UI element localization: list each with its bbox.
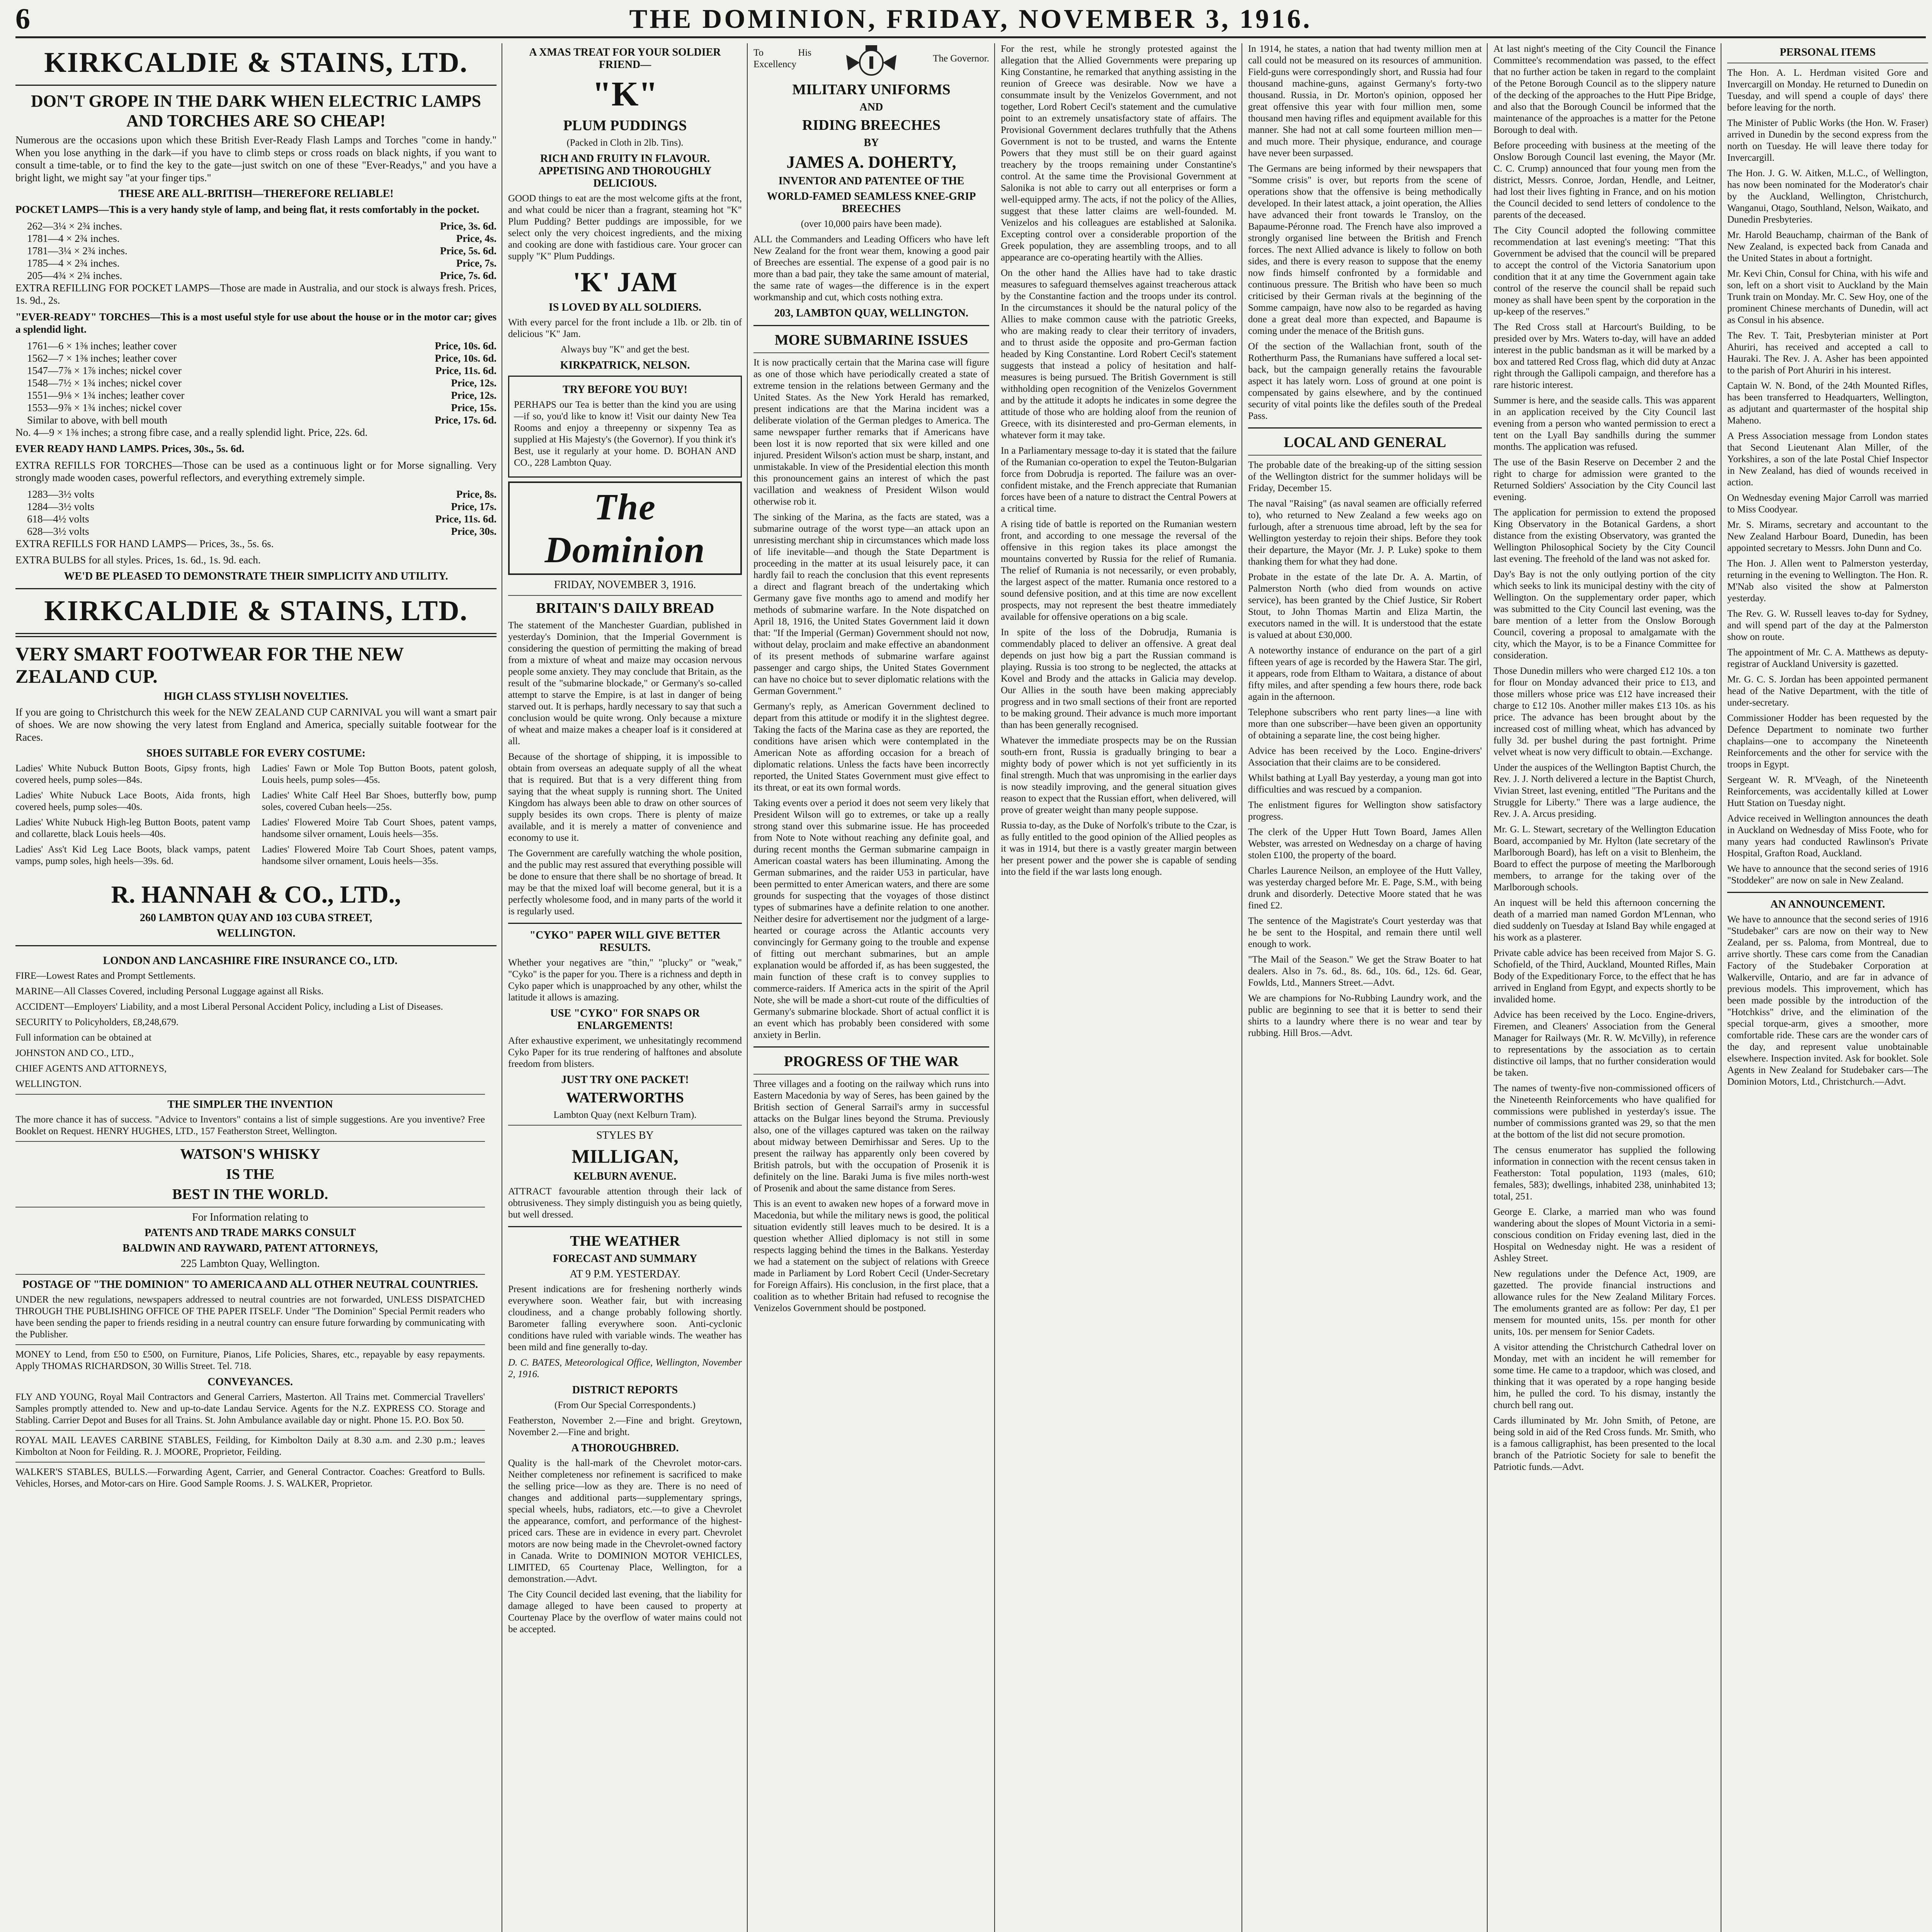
personal-item: Mr. Harold Beauchamp, chairman of the Bank of New Zealand, is expected back from Canada and the United States in about a fortnight. xyxy=(1727,230,1928,264)
local-general-article xyxy=(1248,459,1482,1039)
extra-bulbs: EXTRA BULBS for all styles. Prices, 1s. 6d., 1s. 9d. each. xyxy=(15,554,261,566)
personal-item: On Wednesday evening Major Carroll was married to Miss Coodyear. xyxy=(1727,493,1928,515)
news-paragraph: The enlistment figures for Wellington show satisfactory progress. xyxy=(1248,800,1482,822)
article-paragraph: Because of the shortage of shipping, it is impossible to obtain from overseas an adequate supply of all the wheat that is required. But that is a very different thing from saying that the wheat supply is running short. The United Kingdom has always been able to draw on other sources of supply besides its own crops. There is plenty of maize available, and it is merely a matter of convenience and economy to use it. xyxy=(508,752,742,843)
article-paragraph: Of the section of the Wallachian front, south of the Rotherthurm Pass, the Rumanians have suffered a local set-back, but the campaign generally retains the favourable aspect it has lately worn. Loss of ground at one point is compensated by gains elsewhere, and by the continued security of vital points like the defiles south of the Predeal Pass. xyxy=(1248,341,1482,421)
announcement-text: We have to announce that the second series of 1916 "Studebaker" cars are now on their way to New Zealand, per ss. Paloma, from Montreal, due to arrive shortly. These cars come from the Canadian Factory of the Studebaker Corporation at Walkerville, Ontario, and are far in advance of previous models. This improvement, which has been made possible by the introduction of the "Hotchkiss" drive, and the elimination of the special torque-arm, gives a smoother, more comfortable ride. These cars are the wonder cars of the day, and represent value unobtainable elsewhere. Inspection invited. Ask for booklet. Sole Agents in New Zealand for Studebaker cars—The Dominion Motors, Ltd., Christchurch.—Advt. xyxy=(1727,914,1928,1087)
torch-item-label: 1547—7⅞ × 1⅞ inches; nickel cover xyxy=(27,364,182,376)
seamless-breeches: WORLD-FAMED SEAMLESS KNEE-GRIP BREECHES xyxy=(767,190,976,215)
pocket-lamp-item-price: Price, 5s. 6d. xyxy=(440,245,497,257)
personal-item: Mr. Kevi Chin, Consul for China, with his wife and son, left on a short visit to Auckland by the Main Trunk train on Monday. Mr. C. Sew Hoy, one of the prominent Chinese merchants of Dunedin, will act as Consul in his absence. xyxy=(1727,269,1928,325)
dominion-flag: The Dominion xyxy=(508,481,742,575)
issue-date: FRIDAY, NOVEMBER 3, 1916. xyxy=(554,579,696,591)
pocket-lamps-heading: POCKET LAMPS—This is a very handy style of lamp, and being flat, it rests comfortably in the pocket. xyxy=(15,204,480,215)
submarine-title: MORE SUBMARINE ISSUES xyxy=(774,332,968,348)
news-paragraph: Advice has been received by the Loco. Engine-drivers' Association that their claims are to be considered. xyxy=(1248,746,1482,768)
news-paragraph: The naval "Raising" (as naval seamen are officially referred to), who returned to New Zealand a few weeks ago on furlough, after a strenuous time abroad, left by the sea for Wellington yesterday to rejoin their ships. Before they took their departure, the Mayor (Mr. J. P. Luke) spoke to them thanking them for what they had done. xyxy=(1248,498,1482,567)
refill-item xyxy=(15,525,497,537)
insurance-line: CHIEF AGENTS AND ATTORNEYS, xyxy=(15,1063,167,1074)
article-paragraph: In 1914, he states, a nation that had twenty million men at call could not be measured on its resources of ammunition. Field-guns were correspondingly short, and Russia had four thousand machine-guns, against Germany's forty-two thousand. Russia, in Dr. Morton's opinion, opposed her great offensive this year with four million men, some thousand men having rifles and equipment available for this manner. She had not at call some fourteen million men—and much more. Their physique, endurance, and courage have never been surpassed. xyxy=(1248,44,1482,158)
torch-item xyxy=(15,352,497,364)
news-paragraph: Those Dunedin millers who were charged £12 10s. a ton for flour on Monday advanced their price to £13, and those millers whose price was £12 have increased their charge to £12 10s. Another miller makes £13 10s. as his price. The advance has been brought about by the increased cost of milling wheat, which has advanced by fully 3d. per bushel during the past fortnight. Prime velvet wheat is now very difficult to obtain.—Exchange. xyxy=(1493,666,1716,757)
col1-lower-left xyxy=(15,952,485,1493)
news-paragraph: New regulations under the Defence Act, 1909, are gazetted. The provide financial instructions and allowance rules for the New Zealand Military Forces. The emoluments granted are as follow: Per day, £1 per mensem for mounted units, 15s. per month for other units, 10s. per mensem for Senior Cadets. xyxy=(1493,1269,1716,1337)
personal-item: The Rev. G. W. Russell leaves to-day for Sydney, and will spend part of the day at the Palmerston show on route. xyxy=(1727,609,1928,642)
column-2 xyxy=(508,43,742,1932)
announcement-title: AN ANNOUNCEMENT. xyxy=(1770,898,1885,910)
refill-item-label: 628—3½ volts xyxy=(27,525,89,537)
bohan-title: TRY BEFORE YOU BUY! xyxy=(563,384,687,396)
torch-note: No. 4—9 × 1⅜ inches; a strong fibre case, and a really splendid light. Price, 22s. 6d. xyxy=(15,426,368,438)
hannah-address: 260 LAMBTON QUAY AND 103 CUBA STREET, xyxy=(139,912,372,924)
news-paragraph: Whilst bathing at Lyall Bay yesterday, a young man got into difficulties and was rescued by a companion. xyxy=(1248,773,1482,795)
article-paragraph: A rising tide of battle is reported on the Rumanian western front, and according to one message the reversal of the offensive in this region takes its place amongst the mountains converted by Russia for the relief of Rumania. The relief of Rumania is not necessarily, or even probably, the largest aspect of the matter. Rumania once restored to a sound defensive position, and at this time are now excellent prospects, may not represent the best theatre immediately available for offensive operations on a big scale. xyxy=(1001,519,1236,622)
insurance-line: FIRE—Lowest Rates and Prompt Settlements. xyxy=(15,971,196,981)
news-paragraph: At last night's meeting of the City Council the Finance Committee's recommendation was passed, to the effect that no further action be taken in regard to the complaint of the Petone Borough Council as to the slippery nature of the decking of the approaches to the Hutt Pipe Bridge, and also that the Borough Council be informed that the maintenance of the approaches is a matter for the Petone Borough to deal with. xyxy=(1493,44,1716,135)
plum-puddings: PLUM PUDDINGS xyxy=(563,117,687,134)
page-number: 6 xyxy=(15,3,30,35)
royal-crest-icon xyxy=(838,43,904,78)
refill-item-price: Price, 8s. xyxy=(456,488,497,500)
insurance-line: SECURITY to Policyholders, £8,248,679. xyxy=(15,1017,179,1027)
bread-article xyxy=(508,620,742,917)
column-rule xyxy=(1487,43,1488,1932)
torch-item xyxy=(15,364,497,377)
torches-heading: "EVER-READY" TORCHES—This is a most useful style for use about the house or in the motor car; gives a splendid light. xyxy=(15,311,497,335)
personal-item: Mr. S. Mirams, secretary and accountant to the New Zealand Harbour Board, Dunedin, has been appointed secretary to Messrs. John Dunn and Co. xyxy=(1727,520,1928,553)
insurance-title: LONDON AND LANCASHIRE FIRE INSURANCE CO., LTD. xyxy=(103,955,398,967)
torch-item-label: 1553—9⅞ × 1¾ inches; nickel cover xyxy=(27,401,182,413)
doherty-address: 203, LAMBTON QUAY, WELLINGTON. xyxy=(774,307,969,319)
news-paragraph: Private cable advice has been received from Major S. G. Schofield, of the Third, Auckland, Mounted Rifles, Main Body of the Expeditionary Force, to the effect that he has arrived in England from Egypt, and expects shortly to be invalided home. xyxy=(1493,948,1716,1005)
royal-warrant xyxy=(753,43,989,78)
news-paragraph: Before proceeding with business at the meeting of the Onslow Borough Council last evening, the Mayor (Mr. C. C. Crump) announced that four young men from the district, Messrs. Conroe, Jordan, Hendle, and Leitner, had lost their lives fighting in France, and on his motion the Council decided to send letters of condolence to the parents of the deceased. xyxy=(1493,140,1716,220)
news-paragraph: Under the auspices of the Wellington Baptist Church, the Rev. J. J. North delivered a lecture in the Baptist Church, Vivian Street, last evening, entitled "The Puritans and the Struggle for Liberty." There was a large audience, the Rev. J. A. Arcus presiding. xyxy=(1493,762,1716,819)
waterworths: WATERWORTHS xyxy=(566,1090,684,1106)
personal-item: The Hon. J. G. W. Aitken, M.L.C., of Wellington, has now been nominated for the Moderator's chair by the Auckland, Wellington, Christchurch, Wanganui, Otago, Southland, Nelson, Waikato, and Dunedin Presbyteries. xyxy=(1727,168,1928,225)
torch-item-label: 1551—9⅛ × 1¾ inches; leather cover xyxy=(27,389,185,401)
local-general-title: LOCAL AND GENERAL xyxy=(1284,434,1446,451)
news-paragraph: Probate in the estate of the late Dr. A. A. Martin, of Palmerston North (who died from wounds on active service), has been granted by the Chief Justice, Sir Robert Stout, to John Thomas Martin and Eliza Martin, the executors named in the will. It is understood that the estate is valued at about £30,000. xyxy=(1248,572,1482,640)
news-paragraph: "The Mail of the Season." We get the Straw Boater to hat dealers. Also in 7s. 6d., 8s. 6d., 10s. 6d., 12s. 6d. Gear, Fowlds, Ltd., Manners Street.—Advt. xyxy=(1248,954,1482,988)
refill-item-label: 618—4½ volts xyxy=(27,513,89,525)
personal-items-title: PERSONAL ITEMS xyxy=(1779,46,1876,58)
kirkcaldie-title-2: KIRKCALDIE & STAINS, LTD. xyxy=(44,595,468,627)
weather-text: Present indications are for freshening northerly winds everywhere soon. Weather fair, but with increasing cloudiness, and a change probably following shortly. Barometer falling everywhere soon. Anti-cyclonic conditions have ruled with variable winds. The weather has been mild and fine generally to-day. xyxy=(508,1284,742,1352)
k-jam: 'K' JAM xyxy=(573,267,677,298)
news-paragraph: The census enumerator has supplied the following information in connection with the recent census taken in Featherston: Total population, 1193 (males, 610; females, 583); dwellings, inhabited 238, uninhabited 13; total, 251. xyxy=(1493,1145,1716,1202)
plum-sub: (Packed in Cloth in 2lb. Tins). xyxy=(566,138,684,148)
column-4 xyxy=(1001,43,1236,1932)
torch-item-price: Price, 17s. 6d. xyxy=(435,414,497,426)
news-paragraph: Day's Bay is not the only outlying portion of the city which seeks to link its municipal destiny with the city of Wellington. On the supplementary order paper, which was submitted to the City Council last evening, was the bare mention of a letter from the Onslow Borough Council, covering a proposal to amalgamate with the city, which the Mayor, is to be a Finance Committee for consideration. xyxy=(1493,569,1716,661)
article-paragraph: This is an event to awaken new hopes of a forward move in Macedonia, but while the military news is good, the political situation evidently still leaves much to be desired. It is a question whether Allied diplomacy is not still in some respects lagging behind the times in the Balkans. Yesterday we had a statement on the subject of relations with Greece made in Parliament by Lord Robert Cecil (Under-Secretary for Foreign Affairs). His conclusion, in the first place, that a coalition as to whether Britain had refused to recognise the Venizelos Government should be postponed. xyxy=(753,1199,989,1313)
col1-lower xyxy=(15,952,497,1493)
kirkcaldie-headline: DON'T GROPE IN THE DARK WHEN ELECTRIC LAMPS AND TORCHES ARE SO CHEAP! xyxy=(31,92,481,130)
kirkpatrick: KIRKPATRICK, NELSON. xyxy=(560,359,690,371)
thoroughbred-text: Quality is the hall-mark of the Chevrolet motor-cars. Neither completeness nor refinement is sacrificed to make the selling price—low as they are. There is no need of changes and additional parts—supplementary springs, special wheels, hubs, radiators, etc.—to give a Chevrolet the appearance, comfort, and performance of the highest-priced cars. These are in evidence in every part. Chevrolet motors are now being made in the Chevrolet-owned factory in Canada. Write to DOMINION MOTOR VEHICLES, LIMITED, 65 Courtenay Place, Wellington, for a demonstration.—Advt. xyxy=(508,1458,742,1584)
cyko-title: "CYKO" PAPER WILL GIVE BETTER RESULTS. xyxy=(529,929,721,954)
plum-tag: RICH AND FRUITY IN FLAVOUR. APPETISING AND THOROUGHLY DELICIOUS. xyxy=(538,153,712,189)
personal-item: The appointment of Mr. C. A. Matthews as deputy-registrar of Auckland University is gazetted. xyxy=(1727,647,1928,669)
shoes-left xyxy=(15,763,250,871)
personal-item: The Rev. T. Tait, Presbyterian minister at Port Ahuriri, has received and accepted a call to Hauraki. The Rev. J. A. Asher has been appointed to the parish of Port Ahuriri in his interest. xyxy=(1727,330,1928,376)
personal-item: Advice received in Wellington announces the death in Auckland on Wednesday of Miss Foote, who for many years had conducted Rawlinson's Private Hospital, Grafton Road, Auckland. xyxy=(1727,813,1928,859)
article-paragraph: The Government are carefully watching the whole position, and the public may rest assured that everything possible will be done to ensure that there shall be no shortage of bread. It may be that the mixed loaf will become general, but it is a perfectly wholesome food, and in many parts of the world it is regularly used. xyxy=(508,848,742,917)
refill-item xyxy=(15,488,497,500)
refill-item-label: 1283—3½ volts xyxy=(27,488,95,500)
pocket-lamp-item xyxy=(15,232,497,245)
progress-article xyxy=(753,1078,989,1314)
article-paragraph: Germany's reply, as American Government declined to depart from this attitude or modify it in the slightest degree. Taking the facts of the Marina case as they are reported, the conditions have arisen which were contemplated in the American Note as affording occasion for a breach of diplomatic relations. Unless the facts have been incorrectly reported, the United States Government must give effect to its threat, or eat its own formal words. xyxy=(753,701,989,793)
pocket-lamp-item xyxy=(15,245,497,257)
pocket-lamp-item-label: 1785—4 × 2¾ inches. xyxy=(27,257,120,269)
kirkcaldie-british: THESE ARE ALL-BRITISH—THEREFORE RELIABLE! xyxy=(118,188,394,200)
torch-item-label: 1562—7 × 1⅜ inches; leather cover xyxy=(27,352,177,364)
inventor-patentee: INVENTOR AND PATENTEE OF THE xyxy=(778,175,964,187)
article-paragraph: It is now practically certain that the Marina case will figure as one of those which have periodically created a state of extreme tension in the relations between Germany and the United States. As the New York Herald has remarked, present indications are that the Marina incident was a deliberate violation of the German pledges to America. The same newspaper further remarks that if Americans have been lost it is now reported that six were killed and one injured. President Wilson's action must be sharp, instant, and unmistakable. In view of the Presidential election this month this pronouncement gains an interest of which the past vacillation and weakness of President Wilson would otherwise rob it. xyxy=(753,357,989,507)
hannah-city: WELLINGTON. xyxy=(216,927,296,939)
article-paragraph: Taking events over a period it does not seem very likely that President Wilson will go to extremes, or take up a really strong stand over this submarine issue. He has proceeded from Note to Note without reaching any definite goal, and during recent months the German submarine campaign in American coastal waters has been illuminating. Among the German submarines, and the raider U53 in particular, have been permitted to enter American waters, and there are some grounds for suspecting that the voyages of those distinct types of submarines have a definite relation to one another. Neither desire for advertisement nor the judgment of a large-hearted or courage across the Atlantic accounts very convincingly for Germany going to the trouble and expense of fitting out merchant submarines, but an ample explanation would be afforded if, as has been suggested, the main function of these craft is to convey supplies to commerce-raiders. If America acts in the spirit of the April Note, she will be made a short-cut route of the difficulties of Germany's submarine blockade. Short of actual conflict it is an event which has probably been considered with some anxiety in Berlin. xyxy=(753,798,989,1040)
torch-item-price: Price, 11s. 6d. xyxy=(435,364,497,376)
cyko-text: Whether your negatives are "thin," "plucky" or "weak," "Cyko" is the paper for you. There is a richness and depth in Cyko paper which is unapproached by any other, whilst the latitude it allows is amazing. xyxy=(508,957,742,1003)
k-mark: "K" xyxy=(592,75,658,113)
kirkcaldie-title: KIRKCALDIE & STAINS, LTD. xyxy=(44,47,468,78)
district-text: Featherston, November 2.—Fine and bright. Greytown, November 2.—Fine and bright. xyxy=(508,1415,742,1437)
shoe-item: Ladies' White Nubuck Button Boots, Gipsy fronts, high covered heels, pump soles—84s. xyxy=(15,763,250,785)
torch-item xyxy=(15,389,497,401)
patents-firm: BALDWIN AND RAYWARD, PATENT ATTORNEYS, xyxy=(122,1242,378,1254)
advert-column xyxy=(15,43,497,1932)
shoe-item: Ladies' Ass't Kid Leg Lace Boots, black vamps, patent vamps, pump soles, high heels—39s. 6d. xyxy=(15,844,250,866)
news-paragraph: A visitor attending the Christchurch Cathedral lover on Monday, met with an incident he will remember for some time. He came to a trapdoor, which was closed, and thinking that it was operated by a rope hanging beside him, he pulled the cord. To his dismay, instantly the church bell rang out. xyxy=(1493,1342,1716,1410)
article-paragraph: Russia to-day, as the Duke of Norfolk's tribute to the Czar, is as fully entitled to the good opinion of the Allied peoples as it was in 1914, but there is a vastly greater margin between her present power and the power she is capable of sending into the field if the war lasts long enough. xyxy=(1001,820,1236,877)
article-paragraph: For the rest, while he strongly protested against the allegation that the Allied Governments were preparing up King Constantine, he remarked that anything assisting in the reunion of Greece was desirable. Now we have a consummate insult by the Venizelos Government, and not together, Lord Robert Cecil's statement and the cumulative point to an extremely unsatisfactory state of affairs. The Provisional Government declares truthfully that the Athens Government is not to be trusted, and warns the Entente Powers that they must still be on their guard against treachery by the troops remaining under Constantine's control. At the same time the Provisional Government at Salonika is not able to carry out all enterprises or form a well-equipped army. The acts, if not the policy of the Allies, suggest that these latter claims are well-founded. M. Venizelos and his colleagues are established at Salonika. Excepting control over a considerable proportion of the Greek population, they are assembling troops, and to all appearance are co-operating heartily with the Allies. xyxy=(1001,44,1236,263)
torch-item-price: Price, 12s. xyxy=(451,389,497,401)
milligan-name: MILLIGAN, xyxy=(571,1145,679,1167)
shoes-heading: SHOES SUITABLE FOR EVERY COSTUME: xyxy=(146,747,366,759)
war-article-end xyxy=(1248,43,1482,422)
column-rule xyxy=(747,43,748,1932)
news-paragraph: Summer is here, and the seaside calls. This was apparent in an application received by the City Council last evening from a person who wanted permission to erect a tent on the Lyall Bay sandhills during the summer months. The application was refused. xyxy=(1493,395,1716,452)
conveyances-title: CONVEYANCES. xyxy=(207,1376,293,1388)
submarine-article xyxy=(753,357,989,1041)
refill-item-price: Price, 11s. 6d. xyxy=(435,513,497,525)
pairs-made: (over 10,000 pairs have been made). xyxy=(801,219,942,229)
news-paragraph: The City Council adopted the following committee recommendation at last evening's meeting: "That this Government be advised that the council will be prepared to accept the control of the Victoria Sanatorium upon condition that it at any time the Government again take control of the reserve the council shall be repaid such money as shall have been spent by the corporation in the up-keep of the reserves." xyxy=(1493,225,1716,317)
walker-text: WALKER'S STABLES, BULLS.—Forwarding Agent, Carrier, and General Contractor. Coaches: Greatford to Bulls. Vehicles, Horses, and Motor-cars on Hire. Good Sample Rooms. J. S. WALKER, Proprietor. xyxy=(15,1467,485,1489)
insurance-line: ACCIDENT—Employers' Liability, and a most Liberal Personal Accident Policy, including a List of Diseases. xyxy=(15,1002,443,1012)
news-paragraph: The use of the Basin Reserve on December 2 and the right to charge for admission were granted to the Returned Soldiers' Association by the City Council last evening. xyxy=(1493,457,1716,502)
money-text: MONEY to Lend, from £50 to £500, on Furniture, Pianos, Life Policies, Shares, etc., repayable by easy repayments. Apply THOMAS RICHARDSON, 30 Willis Street. Tel. 718. xyxy=(15,1349,485,1371)
refill-list xyxy=(15,488,497,537)
insurance-line: JOHNSTON AND CO., LTD., xyxy=(15,1048,134,1058)
patents-lead: For Information relating to xyxy=(192,1211,308,1223)
riding-breeches: RIDING BREECHES xyxy=(802,117,940,133)
torch-item-label: Similar to above, with bell mouth xyxy=(27,414,167,426)
masthead xyxy=(15,3,1926,38)
refill-item-price: Price, 30s. xyxy=(451,525,497,537)
inventor-title: THE SIMPLER THE INVENTION xyxy=(167,1099,333,1111)
column-3 xyxy=(753,43,989,1932)
refill-item xyxy=(15,513,497,525)
news-paragraph: Advice has been received by the Loco. Engine-drivers, Firemen, and Cleaners' Association from the General Manager for Railways (Mr. R. W. McVilly), in reference to representations by the association as to certain distinctive oil lamps, that no further consideration would be taken. xyxy=(1493,1010,1716,1078)
local-items xyxy=(1493,43,1716,1473)
hannah-title: R. HANNAH & CO., LTD., xyxy=(111,881,401,908)
weather-signature: D. C. BATES, Meteorological Office, Wellington, November 2, 1916. xyxy=(508,1357,742,1379)
pocket-lamp-item-label: 262—3¼ × 2¾ inches. xyxy=(27,220,122,232)
royal-mail-text: ROYAL MAIL LEAVES CARBINE STABLES, Feilding, for Kimbolton Daily at 8.30 a.m. and 2.30 p.m.; leaves Kimbolton at Noon for Feilding. R. J. MOORE, Proprietor, Feilding. xyxy=(15,1435,485,1457)
personal-item: We have to announce that the second series of 1916 "Stoddeker" are now on sale in New Zealand. xyxy=(1727,864,1928,886)
warrant-excellency: To His Excellency xyxy=(753,48,811,70)
bohan-text: PERHAPS our Tea is better than the kind you are using—if so, you'd like to know it! Visit our dainty New Tea Rooms and enjoy a threepenny or sixpenny Tea as supplied at His Majesty's (the Governor). If you think it's Best, use it regularly at your home. D. BOHAN AND CO., 228 Lambton Quay. xyxy=(514,400,736,468)
insurance-line: Full information can be obtained at xyxy=(15,1032,151,1043)
council-text: The City Council decided last evening, that the liability for damage alleged to have been caused to property at Courtenay Place by the overflow of water mains could not be accepted. xyxy=(508,1589,742,1634)
news-paragraph: An inquest will be held this afternoon concerning the death of a married man named Gordon M'Lennan, who died suddenly on Tuesday at Island Bay while engaged at his work as a plasterer. xyxy=(1493,898,1716,943)
insurance-line: MARINE—All Classes Covered, including Personal Luggage against all Risks. xyxy=(15,986,324,997)
jam-loved: IS LOVED BY ALL SOLDIERS. xyxy=(549,301,701,313)
weather-sub: FORECAST AND SUMMARY xyxy=(553,1253,697,1265)
milligan-address: KELBURN AVENUE. xyxy=(573,1170,677,1182)
news-paragraph: The probable date of the breaking-up of the sitting session of the Wellington district for the summer holidays will be Friday, December 15. xyxy=(1248,460,1482,493)
article-paragraph: Three villages and a footing on the railway which runs into Eastern Macedonia by way of Seres, has been gained by the British section of General Sarrail's army in successful attacks on the Bulgar lines beyond the Struma. Previously also, one of the villages captured was taken on the railway about midway between Demirhissar and Seres. Up to the present the railway has apparently only been covered by British patrols, but with the occupation of Prosenik it is definitely on the line. Baraki Juma is five miles north-west of Prosenik and about the same distance from Seres. xyxy=(753,1079,989,1194)
refill-item-label: 1284—3½ volts xyxy=(27,500,95,512)
article-paragraph: On the other hand the Allies have had to take drastic measures to safeguard themselves against treacherous attack by the Constantine faction and the troops under its control. In the circumstances it should be the natural policy of the Allies to make common cause with the patriotic Greeks, who are making ready to clear their territory of invaders, and to thrust aside the opposite and pro-German faction headed by King Constantine. Lord Robert Cecil's statement suggests that instead a policy of hesitation and half-measures is being pursued. The British Government is still withholding open recognition of the Venizelos Government and by the attitude it adopts he indicates in some degree the attitude of those who are holding aloof from the reunion of Greece, with its disinterested and pro-German elements, in whatever form it may take. xyxy=(1001,268,1236,440)
waterworths-address: Lambton Quay (next Kelburn Tram). xyxy=(553,1110,697,1120)
pocket-lamp-item-label: 205—4¾ × 2¾ inches. xyxy=(27,269,122,281)
shoes-grid xyxy=(15,763,497,871)
plum-body: GOOD things to eat are the most welcome gifts at the front, and what could be nicer than a fragrant, steaming hot "K" Plum Pudding? Better puddings are impossible, for we select only the very choicest ingredients, and the mixing and cooking are done with fastidious care. Your grocer can supply "K" Plum Puddings. xyxy=(508,193,742,262)
xmas-title: A XMAS TREAT FOR YOUR SOLDIER FRIEND— xyxy=(529,46,721,71)
personal-item: The Hon. A. L. Herdman visited Gore and Invercargill on Monday. He returned to Dunedin on Tuesday, and will spend a couple of days' there before leaving for the north. xyxy=(1727,68,1928,113)
patents-title: PATENTS AND TRADE MARKS CONSULT xyxy=(145,1227,356,1239)
shoe-item: Ladies' White Nubuck Lace Boots, Aida fronts, high covered heels, pump soles—40s. xyxy=(15,790,250,812)
patents-address: 225 Lambton Quay, Wellington. xyxy=(180,1258,320,1270)
shoes-right xyxy=(262,763,497,871)
warrant-governor: The Governor. xyxy=(933,53,989,64)
personal-item: Sergeant W. R. M'Veagh, of the Nineteenth Reinforcements, was accidentally killed at Lower Hutt Station on Tuesday night. xyxy=(1727,775,1928,808)
postage-text: UNDER the new regulations, newspapers addressed to neutral countries are not forwarded, UNLESS DISPATCHED THROUGH THE PUBLISHING OFFICE OF THE PAPER ITSELF. Under "The Dominion" Special Permit readers who have been sending the paper to friends residing in a neutral country can ensure future forwarding by communicating with the Publisher. xyxy=(15,1294,485,1340)
news-paragraph: Telephone subscribers who rent party lines—a line with more than one subscriber—have been given an opportunity of obtaining a separate line, the cost being higher. xyxy=(1248,707,1482,741)
column-6 xyxy=(1493,43,1716,1932)
footwear-intro: If you are going to Christchurch this week for the NEW ZEALAND CUP CARNIVAL you will want a smart pair of shoes. We are now showing the very latest from England and America, specially suitable footwear for the Races. xyxy=(15,706,497,743)
torch-item-price: Price, 15s. xyxy=(451,401,497,413)
district-sub: (From Our Special Correspondents.) xyxy=(554,1400,696,1410)
insurance-list xyxy=(15,970,485,1090)
district-title: DISTRICT REPORTS xyxy=(572,1384,678,1396)
postage-title: POSTAGE OF "THE DOMINION" TO AMERICA AND ALL OTHER NEUTRAL COUNTRIES. xyxy=(22,1279,478,1291)
fly-young-text: FLY AND YOUNG, Royal Mail Contractors and General Carriers, Masterton. All Trains met. Commercial Travellers' Samples promptly attended to. New and up-to-date Landau Service. Agents for the N.Z. EXPRESS CO. Storage and Stabling. Carrier Depot and Buses for all Trains. St. John Ambulance available day or night. Phone 15. P.O. Box 50. xyxy=(15,1392,485,1425)
news-paragraph: The application for permission to extend the proposed King Observatory in the Botanical Gardens, a short distance from the existing Observatory, was granted the Wellington Philosophical Society by the City Council last evening. The freehold of the land was not asked for. xyxy=(1493,507,1716,564)
footwear-sub: HIGH CLASS STYLISH NOVELTIES. xyxy=(164,690,348,702)
news-paragraph: George E. Clarke, a married man who was found wandering about the slopes of Mount Victoria in a semi-conscious condition on Friday evening last, died in the Hospital on Wednesday night. He was a resident of Ashley Street. xyxy=(1493,1207,1716,1264)
article-paragraph: The statement of the Manchester Guardian, published in yesterday's Dominion, that the Imperial Government is considering the question of permitting the making of bread from a mixture of wheat and maize may occasion nervous people some anxiety. They may conclude that Britain, as the result of the "submarine blockade," or Germany's so-called attempt to starve the Empire, is at last in danger of being starved out. It is perhaps, hardly necessary to say that such a conclusion would be quite wrong. Only because a mixture of wheat and maize makes a cheaper loaf is it considered at all. xyxy=(508,620,742,747)
milligan-text: ATTRACT favourable attention through their lack of obtrusiveness. They simply distinguish you as being quietly, but well dressed. xyxy=(508,1186,742,1220)
doherty-text: ALL the Commanders and Leading Officers who have left New Zealand for the front wear them, knowing a good pair of Breeches are essential. The expense of a good pair is no more than a bad pair, they take the same amount of material, the same rate of wages—the difference is in the expert workmanship and cut, which costs nothing extra. xyxy=(753,234,989,303)
jam-body: With every parcel for the front include a 1lb. or 2lb. tin of delicious "K" Jam. xyxy=(508,317,742,339)
hand-lamps: EVER READY HAND LAMPS. Prices, 30s., 5s. 6d. xyxy=(15,443,245,454)
refill-item xyxy=(15,500,497,513)
personal-item: Commissioner Hodder has been requested by the Defence Department to nominate two further chaplains—one to accompany the Nineteenth Reinforcements and the other for service with the troops in Egypt. xyxy=(1727,713,1928,770)
article-paragraph: The Germans are being informed by their newspapers that "Somme crisis" is over, but reports from the scene of operations show that the offensive is being methodically developed. In their latest attack, a joint operation, the Allies have advanced their front towards le Transloy, on the Bapaume-Péronne road. The French have also improved a strongly organised line between the British and French forces. The next Allied advance is likely to follow on both sides, and there is every reason to suppose that the enemy now finds himself confronted by a formidable and continuous pressure. The British who have been so much criticised by their German rivals at the beginning of the Somme campaign, have now also to be regarded as having done a great deal more than expected, and Bapaume is coming under the menace of the British guns. xyxy=(1248,163,1482,336)
column-7 xyxy=(1727,43,1928,1932)
shoe-item: Ladies' Flowered Moire Tab Court Shoes, patent vamps, handsome silver ornament, Louis heels—35s. xyxy=(262,817,497,839)
progress-title: PROGRESS OF THE WAR xyxy=(784,1053,959,1070)
military-and: AND xyxy=(859,101,883,113)
cyko-after: After exhaustive experiment, we unhesitatingly recommend Cyko Paper for its true rendering of halftones and absolute freedom from blisters. xyxy=(508,1036,742,1069)
torch-item xyxy=(15,377,497,389)
news-paragraph: Mr. G. L. Stewart, secretary of the Wellington Education Board, accompanied by Mr. Hylton (late secretary of the Marlborough Board), has left on a visit to Blenheim, the Board to effect the purpose of meeting the Marlborough members, to arrange for the taking over of the Marlborough schools. xyxy=(1493,824,1716,893)
footwear-headline: VERY SMART FOOTWEAR FOR THE NEW ZEALAND CUP. xyxy=(15,643,404,687)
military-title: MILITARY UNIFORMS xyxy=(792,82,951,98)
news-paragraph: Charles Laurence Neilson, an employee of the Hutt Valley, was yesterday charged before Mr. E. Page, S.M., with being drunk and disorderly. Detective Moore stated that he was fined £2. xyxy=(1248,866,1482,911)
hand-refills: EXTRA REFILLS FOR HAND LAMPS— Prices, 3s., 5s. 6s. xyxy=(15,537,274,549)
news-paragraph: Cards illuminated by Mr. John Smith, of Petone, are being sold in aid of the Red Cross funds. Mr. Smith, who is a famous calligraphist, has been presented to the local branch of the Patriotic Society for sale to benefit the Patriotic funds.—Advt. xyxy=(1493,1415,1716,1472)
torch-item xyxy=(15,401,497,414)
personal-item: The Minister of Public Works (the Hon. W. Fraser) arrived in Dunedin by the second express from the north on Tuesday. He will leave there today for Invercargill. xyxy=(1727,118,1928,163)
column-rule xyxy=(994,43,995,1932)
kirkcaldie-intro: Numerous are the occasions upon which these British Ever-Ready Flash Lamps and Torches "come in handy." When you lose anything in the dark—if you have to climb steps or cross roads on black nights, if you want to consult a time-table, or to find the key to the gate—just switch on one of these "Ever-Readys," and you have a bright light, we might say "at your finger tips." xyxy=(15,134,497,184)
article-paragraph: Whatever the immediate prospects may be on the Russian south-ern front, Russia is gradually bringing to bear a mighty body of power which is not yet sufficiently in its final strength. Much that was unpromising in the earlier days is now steadily improving, and the general situation gives reason to expect that the Russian effort, when delivered, will prove of greater weight than many people suppose. xyxy=(1001,735,1236,815)
pocket-lamp-item xyxy=(15,269,497,282)
refill-item-price: Price, 17s. xyxy=(451,500,497,512)
news-paragraph: The sentence of the Magistrate's Court yesterday was that he be sent to the Hospital, and remain there until well enough to work. xyxy=(1248,916,1482,949)
shoe-item: Ladies' Fawn or Mole Top Button Boots, patent golosh, Louis heels, pump soles—45s. xyxy=(262,763,497,785)
news-paragraph: We are champions for No-Rubbing Laundry work, and the public are beginning to see that it is better to send their shirts to a laundry where there is no wear and tear by rubbing. Hill Bros.—Advt. xyxy=(1248,993,1482,1038)
article-paragraph: The sinking of the Marina, as the facts are stated, was a submarine outrage of the worst type—an attack upon an unresisting merchant ship in circumstances which made loss of life inevitable—and though the State Department is proceeding in the matter at its usual leisurely pace, it can hardly fail to reach the conclusion that this event represents a direct and flagrant breach of the undertaking which Germany gave five months ago to amend and modify her methods of submarine warfare. In the Note dispatched on April 18, 1916, the United States Government laid it down that: "If the Imperial (German) Government should not now, without delay, proclaim and make effective an abandonment of its present methods of submarine warfare against passenger and cargo ships, the United States Government can have no choice but to sever diplomatic relations with the German Government." xyxy=(753,512,989,696)
personal-item: Captain W. N. Bond, of the 24th Mounted Rifles, has been transferred to Headquarters, Wellington, as adjutant and quartermaster of the hospital ship Maheno. xyxy=(1727,381,1928,426)
watson-best: BEST IN THE WORLD. xyxy=(172,1186,328,1202)
personal-item: The Hon. J. Allen went to Palmerston yesterday, returning in the evening to Wellington. The Hon. R. M'Nab also visited the show at Palmerston yesterday. xyxy=(1727,558,1928,604)
doherty-name: JAMES A. DOHERTY, xyxy=(786,153,956,172)
article-paragraph: In spite of the loss of the Dobrudja, Rumania is commendably placed to deliver an offensive. A great deal depends on just how big a part the Russian command is playing. Russia is too strong to be neglected, the attacks at Kovel and Brody and the attacks in Galicia may develop. Our Allies in the south have been making appreciably progress and in two small sections of their front are reported to be making ground. Their advance is much more important than has been generally recognised. xyxy=(1001,627,1236,730)
pocket-lamp-item-price: Price, 3s. 6d. xyxy=(440,220,497,232)
insurance-line: WELLINGTON. xyxy=(15,1079,82,1089)
jam-always: Always buy "K" and get the best. xyxy=(560,344,690,355)
watson-is: IS THE xyxy=(226,1166,274,1182)
shoe-item: Ladies' White Nubuck High-leg Button Boots, patent vamp and collarette, black Louis heels—40s. xyxy=(15,817,250,839)
bohan-advert xyxy=(508,376,742,478)
bread-title: BRITAIN'S DAILY BREAD xyxy=(536,600,714,616)
news-paragraph: The names of twenty-five non-commissioned officers of the Nineteenth Reinforcements who have qualified for commissions were published in yesterday's issue. The number of commissions granted was 29, so that the men at the bottom of the list did not secure promotion. xyxy=(1493,1083,1716,1140)
refills-heading: EXTRA REFILLS FOR TORCHES—Those can be used as a continuous light or for Morse signalling. Very strongly made wooden cases, powerful reflectors, and everything extremely simple. xyxy=(15,459,497,483)
torch-item-label: 1548—7½ × 1¾ inches; nickel cover xyxy=(27,377,182,389)
pocket-lamp-item-price: Price, 7s. xyxy=(456,257,497,269)
personal-item: Mr. G. C. S. Jordan has been appointed permanent head of the Native Department, with the title of under-secretary. xyxy=(1727,674,1928,708)
thoroughbred-title: A THOROUGHBRED. xyxy=(571,1442,679,1454)
torch-item xyxy=(15,414,497,426)
news-paragraph: A noteworthy instance of endurance on the part of a girl fifteen years of age is recorded by the Hawera Star. The girl, it appears, rode from Eltham to Waitara, a distance of about fifty miles, and after spending a few hours there, rode back again in the afternoon. xyxy=(1248,645,1482,702)
pocket-lamps-list xyxy=(15,220,497,282)
torch-item xyxy=(15,340,497,352)
pocket-lamp-item-label: 1781—4 × 2¾ inches. xyxy=(27,232,120,244)
torch-item-price: Price, 12s. xyxy=(451,377,497,389)
pocket-lamp-item-price: Price, 4s. xyxy=(456,232,497,244)
pocket-lamp-item-price: Price, 7s. 6d. xyxy=(440,269,497,281)
pocket-lamp-item xyxy=(15,257,497,269)
newspaper-header-title: THE DOMINION, FRIDAY, NOVEMBER 3, 1916. xyxy=(629,4,1312,34)
by-line: BY xyxy=(864,137,879,149)
column-5 xyxy=(1248,43,1482,1932)
torch-list xyxy=(15,340,497,426)
inventor-text: The more chance it has of success. "Advice to Inventors" contains a list of simple suggestions. Are you inventive? Free Booklet on Request. HENRY HUGHES, LTD., 157 Featherston Street, Wellington. xyxy=(15,1114,485,1136)
news-paragraph: The clerk of the Upper Hutt Town Board, James Allen Webster, was arrested on Wednesday on a charge of having stolen £100, the property of the board. xyxy=(1248,827,1482,861)
news-paragraph: The Red Cross stall at Harcourt's Building, to be presided over by Mrs. Waters to-day, will have an added interest in the public bandsman as it will be marked by a box and tattered Red Cross flag, which did duty at Anzac right through the Gallipoli campaign, and therefore has a rare historic interest. xyxy=(1493,322,1716,390)
cyko-use: USE "CYKO" FOR SNAPS OR ENLARGEMENTS! xyxy=(550,1007,700,1032)
weather-time: AT 9 P.M. YESTERDAY. xyxy=(570,1268,680,1280)
demonstrate-line: WE'D BE PLEASED TO DEMONSTRATE THEIR SIMPLICITY AND UTILITY. xyxy=(64,570,448,582)
milligan-styles: STYLES BY xyxy=(596,1129,654,1141)
torch-item-label: 1761—6 × 1⅜ inches; leather cover xyxy=(27,340,177,352)
torch-item-price: Price, 10s. 6d. xyxy=(435,340,497,352)
watson-title: WATSON'S WHISKY xyxy=(180,1146,320,1162)
weather-title: THE WEATHER xyxy=(570,1233,680,1249)
pocket-refill-note: EXTRA REFILLING FOR POCKET LAMPS—Those are made in Australia, and our stock is always fresh. Prices, 1s. 9d., 2s. xyxy=(15,282,497,306)
torch-item-price: Price, 10s. 6d. xyxy=(435,352,497,364)
shoe-item: Ladies' White Calf Heel Bar Shoes, butterfly bow, pump soles, covered Cuban heels—25s. xyxy=(262,790,497,812)
pocket-lamp-item-label: 1781—3¼ × 2¾ inches. xyxy=(27,245,128,257)
war-article-continued xyxy=(1001,43,1236,878)
personal-items xyxy=(1727,67,1928,886)
shoe-item: Ladies' Flowered Moire Tab Court Shoes, patent vamps, handsome silver ornament, Louis heels—35s. xyxy=(262,844,497,866)
article-paragraph: In a Parliamentary message to-day it is stated that the failure of the Rumanian co-operation to expel the Teuton-Bulgarian force from Dobrudja is reported. The failure was an over-confident mistake, and the French appreciate that Rumanian forces have been of a nature to distract the Central Powers at a critical time. xyxy=(1001,446,1236,514)
pocket-lamp-item xyxy=(15,220,497,232)
personal-item: A Press Association message from London states that Second Lieutenant Alan Miller, of the Yorkshires, a son of the late Postal Chief Inspector in New Zealand, has died of wounds received in action. xyxy=(1727,431,1928,488)
cyko-arrived: JUST TRY ONE PACKET! xyxy=(561,1074,689,1086)
